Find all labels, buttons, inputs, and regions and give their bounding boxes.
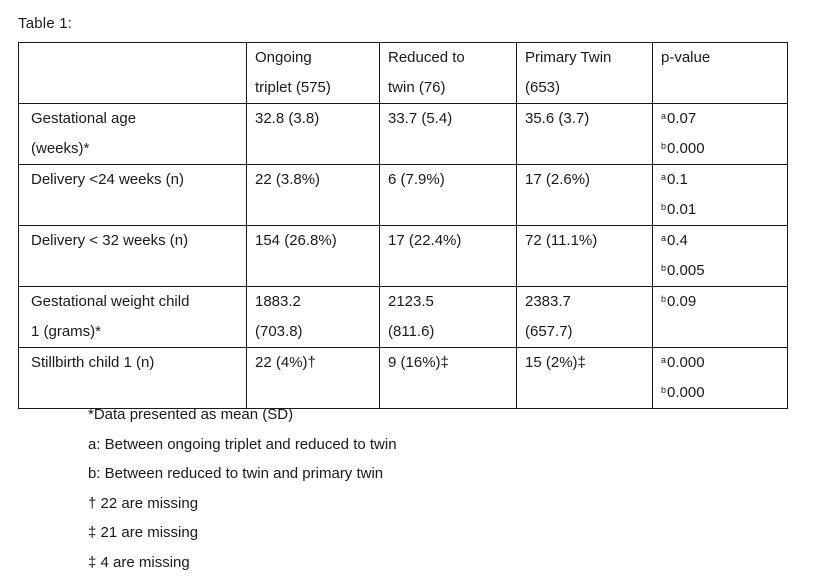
cell-p-value	[653, 287, 788, 348]
cell-p-value	[653, 226, 788, 287]
footnote: ‡ 4 are missing	[88, 553, 190, 571]
p-value-text: 0.4	[667, 232, 688, 249]
comparison-key: a	[661, 111, 667, 121]
cell-ongoing-triplet: 22 (4%)†	[247, 348, 380, 409]
cell-ongoing-triplet: 22 (3.8%)	[247, 165, 380, 226]
p-value-text: 0.1	[667, 171, 688, 188]
footnote: *Data presented as mean (SD)	[88, 406, 294, 423]
row-label: Gestational age (weeks)*	[19, 104, 247, 165]
p-value-text: 0.000	[667, 354, 705, 371]
p-value-text: 0.000	[667, 384, 705, 401]
header-cell-empty	[19, 43, 247, 104]
cell-ongoing-triplet: 32.8 (3.8)	[247, 104, 380, 165]
header-cell-reduced-to-twin: Reduced to twin (76)	[380, 43, 517, 104]
table-footnotes	[88, 400, 397, 577]
row-label: Delivery <24 weeks (n)	[19, 165, 247, 226]
comparison-key: b	[661, 141, 667, 151]
comparison-key: b	[661, 294, 667, 304]
cell-reduced-to-twin: 2123.5 (811.6)	[380, 287, 517, 348]
header-cell-primary-twin: Primary Twin (653)	[517, 43, 653, 104]
row-label: Delivery < 32 weeks (n)	[19, 226, 247, 287]
cell-primary-twin: 35.6 (3.7)	[517, 104, 653, 165]
table-row-gestational-age	[19, 104, 788, 165]
cell-reduced-to-twin: 33.7 (5.4)	[380, 104, 517, 165]
table-row-gestational-weight-child-1	[19, 287, 788, 348]
cell-primary-twin: 2383.7 (657.7)	[517, 287, 653, 348]
comparison-key: b	[661, 385, 667, 395]
footnote: b: Between reduced to twin and primary twin	[88, 465, 384, 482]
cell-reduced-to-twin: 17 (22.4%)	[380, 226, 517, 287]
cell-p-value	[653, 348, 788, 409]
table-row-delivery-lt-32-weeks	[19, 226, 788, 287]
comparison-key: a	[661, 355, 667, 365]
footnote: a: Between ongoing triplet and reduced to twin	[88, 435, 397, 453]
p-value-text: 0.005	[667, 262, 705, 279]
cell-ongoing-triplet: 154 (26.8%)	[247, 226, 380, 287]
cell-p-value	[653, 165, 788, 226]
comparison-key: b	[661, 263, 667, 273]
header-cell-ongoing-triplet: Ongoing triplet (575)	[247, 43, 380, 104]
header-cell-p-value: p-value	[653, 43, 788, 104]
p-value-text: 0.07	[667, 110, 697, 127]
comparison-key: a	[661, 233, 667, 243]
table-row-delivery-lt-24-weeks	[19, 165, 788, 226]
row-label: Gestational weight child 1 (grams)*	[19, 287, 247, 348]
cell-ongoing-triplet: 1883.2 (703.8)	[247, 287, 380, 348]
table-caption: Table 1:	[18, 15, 73, 32]
row-label: Stillbirth child 1 (n)	[19, 348, 247, 409]
comparison-key: a	[661, 172, 667, 182]
footnote: ‡ 21 are missing	[88, 524, 199, 541]
cell-p-value	[653, 104, 788, 165]
footnote: † 22 are missing	[88, 494, 199, 512]
cell-primary-twin: 15 (2%)‡	[517, 348, 653, 409]
cell-reduced-to-twin: 6 (7.9%)	[380, 165, 517, 226]
cell-primary-twin: 17 (2.6%)	[517, 165, 653, 226]
header-row	[19, 43, 788, 104]
cell-reduced-to-twin: 9 (16%)‡	[380, 348, 517, 409]
cell-primary-twin: 72 (11.1%)	[517, 226, 653, 287]
p-value-text: 0.01	[667, 201, 697, 218]
p-value-text: 0.000	[667, 140, 705, 157]
comparison-key: b	[661, 202, 667, 212]
results-table	[18, 42, 788, 409]
p-value-text: 0.09	[667, 293, 697, 310]
